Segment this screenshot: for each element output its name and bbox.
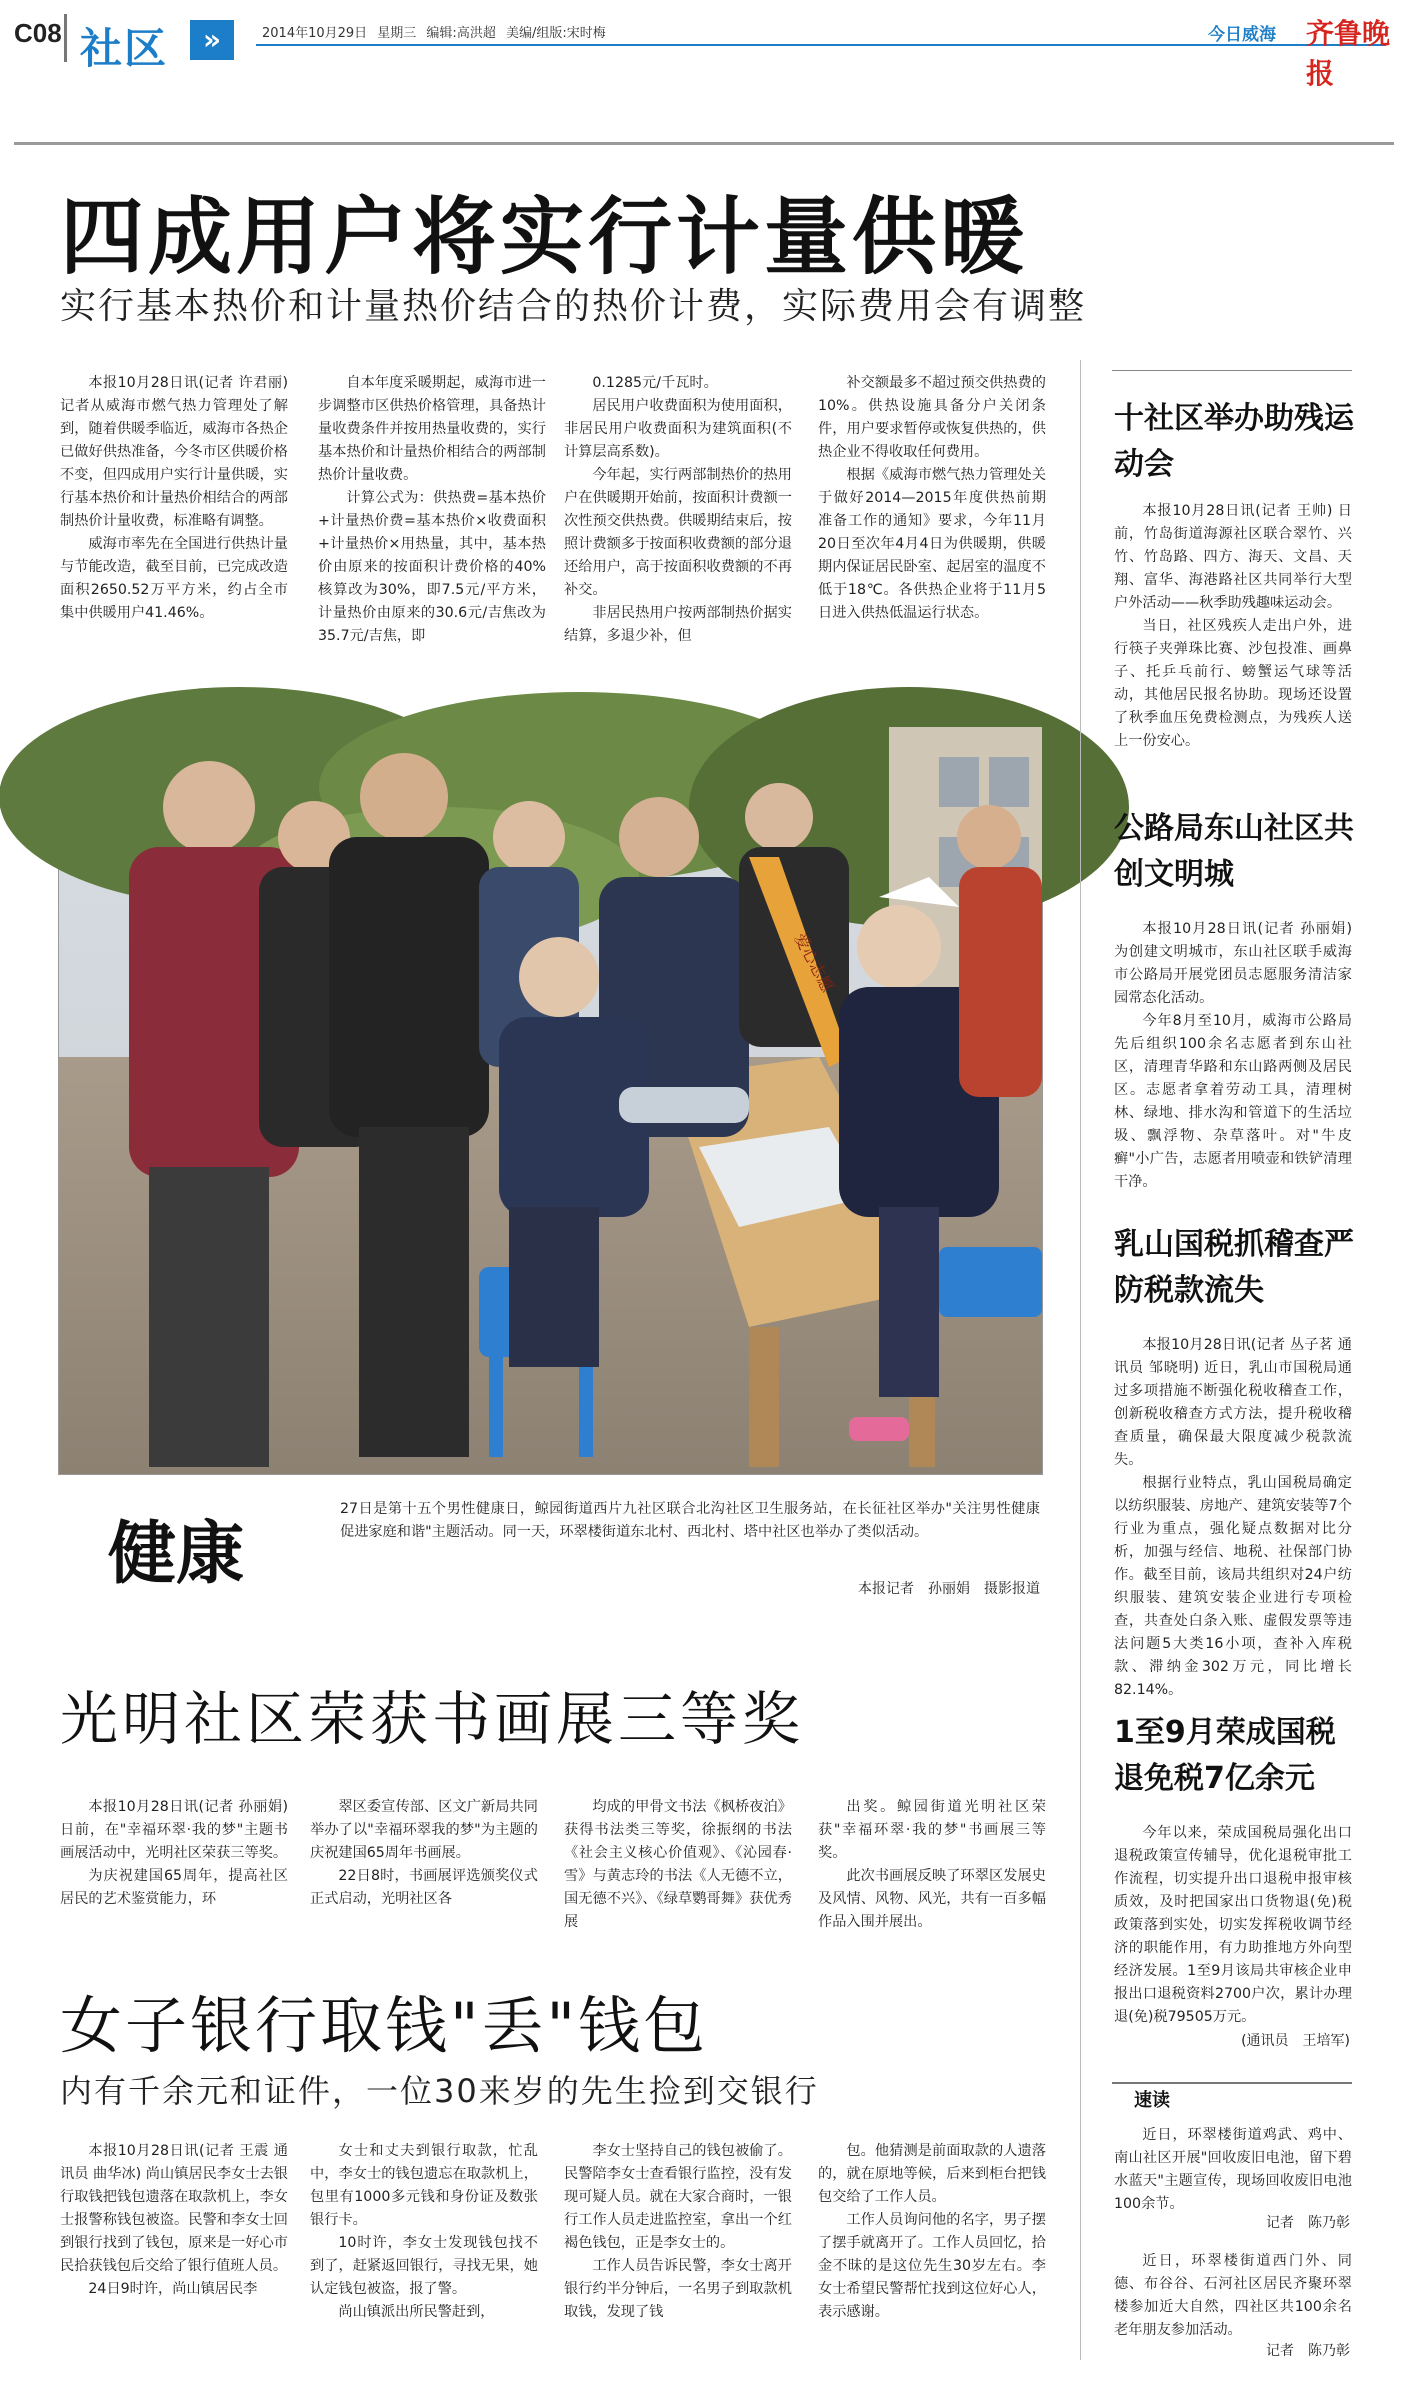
paragraph: 计算公式为：供热费=基本热价+计量热价费=基本热价×收费面积+计量热价×用热量，其中，基本热价由原来的按面积计费价格的40%核算改为30%，即7.5元/平方米，计量热价由原来的30.6元/吉焦改为35.7元/吉焦，即 (318, 490, 546, 644)
paragraph: 补交额最多不超过预交供热费的10%。供热设施具备分户关闭条件，用户要求暂停或恢复供热的，供热企业不得收取任何费用。 (818, 375, 1046, 460)
paragraph: 本报10月28日讯(记者 丛子茗 通讯员 邹晓明) 近日，乳山市国税局通过多项措施不断强化税收稽查工作，创新税收稽查方式方法，提升税收稽查质量，确保最大限度减少税款流失。 (1114, 1337, 1352, 1468)
paragraph: 威海市率先在全国进行供热计量与节能改造，截至目前，已完成改造面积2650.52万平方米，约占全市集中供暖用户41.46%。 (60, 536, 288, 621)
health-section-label: 健康 (108, 1515, 245, 1594)
article2-column-1 (60, 1796, 288, 1946)
paragraph: 本报10月28日讯(记者 王帅) 日前，竹岛街道海源社区联合翠竹、兴竹、竹岛路、四方、海天、文昌、天翔、富华、海港路社区共同举行大型户外活动——秋季助残趣味运动会。 (1114, 503, 1352, 611)
brief-rule (1112, 2082, 1352, 2084)
article1-column-2 (318, 372, 546, 692)
paragraph: 均成的甲骨文书法《枫桥夜泊》获得书法类三等奖，徐振纲的书法《社会主义核心价值观》、《沁园春·雪》与黄志玲的书法《人无德不立，国无德不兴》、《绿草鹦哥舞》获优秀展 (564, 1799, 792, 1930)
paragraph: 近日，环翠楼街道鸡武、鸡中、南山社区开展"回收废旧电池，留下碧水蓝天"主题宣传，现场回收废旧电池100余节。 (1114, 2127, 1352, 2212)
sidebar-top-rule (1112, 370, 1352, 371)
paragraph: 22日8时，书画展评选颁奖仪式正式启动，光明社区各 (310, 1868, 538, 1907)
sidebar-story1-title: 十社区举办助残运动会 (1114, 401, 1354, 482)
paragraph: 非居民热用户按两部制热价据实结算，多退少补，但 (564, 605, 792, 644)
brand-today-weihai: 今日威海 (1208, 25, 1276, 45)
paragraph: 为庆祝建国65周年，提高社区居民的艺术鉴赏能力，环 (60, 1868, 288, 1907)
article2-column-3 (564, 1796, 792, 1946)
issue-meta: 2014年10月29日 星期三 编辑:高洪超 美编/组版:宋时梅 (262, 26, 606, 41)
brief-item-1-signature: 记者 陈乃彰 (1266, 2215, 1350, 2231)
paragraph: 居民用户收费面积为使用面积，非居民用户收费面积为建筑面积(不计算层高系数)。 (564, 398, 792, 460)
section-name: 社区 (80, 24, 169, 73)
paragraph: 翠区委宣传部、区文广新局共同举办了以"幸福环翠我的梦"为主题的庆祝建国65周年书画展。 (310, 1799, 538, 1861)
paragraph: 此次书画展反映了环翠区发展史及风情、风物、风光，共有一百多幅作品入围并展出。 (818, 1868, 1046, 1930)
article3-headline: 女子银行取钱"丢"钱包 (60, 1989, 709, 2062)
article1-column-1 (60, 372, 288, 692)
brief-label: 速读 (1134, 2090, 1170, 2111)
paragraph: 尚山镇派出所民警赶到， (338, 2304, 495, 2320)
paragraph: 今年以来，荣成国税局强化出口退税政策宣传辅导，优化退税审批工作流程，切实提升出口退税申报审核质效，及时把国家出口货物退(免)税政策落到实处，切实发挥税收调节经济的职能作用，有力助推地方外向型经济发展。1至9月该局共审核企业申报出口退税资料2700户次，累计办理退(免)税79505万元。 (1114, 1825, 1352, 2025)
paragraph: 出奖。鲸园街道光明社区荣获"幸福环翠·我的梦"书画展三等奖。 (818, 1799, 1046, 1861)
paragraph: 自本年度采暖期起，威海市进一步调整市区供热价格管理，具备热计量收费条件并按用热量收费的，实行基本热价和计量热价相结合的两部制热价计量收费。 (318, 375, 546, 483)
article1-column-4 (818, 372, 1046, 692)
paragraph: 本报10月28日讯(记者 孙丽娟) 为创建文明城市，东山社区联手威海市公路局开展党团员志愿服务清洁家园常态化活动。 (1114, 921, 1352, 1006)
sidebar-story1-body (1114, 500, 1352, 770)
section-arrow-icon: » (190, 20, 234, 60)
article3-column-4 (818, 2140, 1046, 2370)
sidebar-story3-title: 乳山国税抓稽查严防税款流失 (1114, 1227, 1354, 1308)
article2-column-4 (818, 1796, 1046, 1946)
article3-subheadline: 内有千余元和证件，一位30来岁的先生捡到交银行 (60, 2072, 819, 2110)
paragraph: 工作人员询问他的名字，男子摆了摆手就离开了。工作人员回忆，拾金不昧的是这位先生30岁左右。李女士希望民警帮忙找到这位好心人，表示感谢。 (818, 2212, 1046, 2320)
paragraph: 根据行业特点，乳山国税局确定以纺织服装、房地产、建筑安装等7个行业为重点，强化疑点数据对比分析，加强与经信、地税、社保部门协作。截至目前，该局共组织对24户纺织服装、建筑安装企业进行专项检查，共查处白条入账、虚假发票等违法问题5大类16小项，查补入库税款、滞纳金302万元，同比增长82.14%。 (1114, 1475, 1352, 1698)
article1-subheadline: 实行基本热价和计量热价结合的热价计费，实际费用会有调整 (60, 286, 1087, 327)
article2-headline: 光明社区荣获书画展三等奖 (60, 1685, 805, 1753)
sidebar-story2-body (1114, 918, 1352, 1218)
header-divider (64, 14, 67, 62)
paragraph: 包。他猜测是前面取款的人遗落的，就在原地等候，后来到柜台把钱包交给了工作人员。 (818, 2143, 1046, 2205)
paragraph: 当日，社区残疾人走出户外，进行筷子夹弹珠比赛、沙包投准、画鼻子、托乒乓前行、螃蟹运气球等活动，其他居民报名协助。现场还设置了秋季血压免费检测点，为残疾人送上一份安心。 (1114, 618, 1352, 749)
paragraph: 今年8月至10月，威海市公路局先后组织100余名志愿者到东山社区，清理青华路和东山路两侧及居民区。志愿者拿着劳动工具，清理树林、绿地、排水沟和管道下的生活垃圾、飘浮物、杂草落叶。对"牛皮癣"小广告，志愿者用喷壶和铁铲清理干净。 (1114, 1013, 1352, 1190)
sidebar-story4-title: 1至9月荣成国税退免税7亿余元 (1114, 1715, 1336, 1796)
sidebar-story4-signature: (通讯员 王培军) (1241, 2033, 1350, 2049)
paragraph: 本报10月28日讯(记者 孙丽娟) 日前，在"幸福环翠·我的梦"主题书画展活动中，光明社区荣获三等奖。 (60, 1799, 288, 1861)
paragraph: 24日9时许，尚山镇居民李 (88, 2281, 258, 2297)
sidebar-story4-body (1114, 1822, 1352, 2025)
brief-item-1 (1114, 2124, 1352, 2216)
article2-column-2 (310, 1796, 538, 1946)
article3-column-3 (564, 2140, 792, 2370)
paragraph: 本报10月28日讯(记者 许君丽) 记者从威海市燃气热力管理处了解到，随着供暖季临近，威海市各热企已做好供热准备，今冬市区供暖价格不变，但四成用户实行计量供暖，实行基本热价和计量热价相结合的两部制热价计量收费，标准略有调整。 (60, 375, 288, 529)
header-gray-rule (14, 142, 1394, 145)
paragraph: 今年起，实行两部制热价的热用户在供暖期开始前，按面积计费额一次性预交供热费。供暖期结束后，按照计费额多于按面积收费额的部分退还给用户，高于按面积收费额的不再补交。 (564, 467, 792, 598)
sidebar-divider (1080, 360, 1081, 2360)
news-photo-health-event (58, 726, 1043, 1475)
brief-item-2 (1114, 2250, 1352, 2342)
article1-headline: 四成用户将实行计量供暖 (60, 188, 1029, 286)
paragraph: 李女士坚持自己的钱包被偷了。民警陪李女士查看银行监控，没有发现可疑人员。就在大家合商时，一银行工作人员走进监控室，拿出一个红褐色钱包，正是李女士的。 (564, 2143, 792, 2251)
paragraph: 10时许，李女士发现钱包找不到了，赶紧返回银行，寻找无果，她认定钱包被盗，报了警。 (310, 2235, 538, 2297)
sidebar-story2-title: 公路局东山社区共创文明城 (1114, 811, 1354, 892)
photo-credit: 本报记者 孙丽娟 摄影报道 (858, 1581, 1040, 1597)
paragraph: 女士和丈夫到银行取款，忙乱中，李女士的钱包遗忘在取款机上，包里有1000多元钱和身份证及数张银行卡。 (310, 2143, 538, 2228)
brief-item-2-signature: 记者 陈乃彰 (1266, 2343, 1350, 2359)
paragraph: 近日，环翠楼街道西门外、同德、布谷谷、石河社区居民齐聚环翠楼参加近大自然，四社区共100余名老年朋友参加活动。 (1114, 2253, 1352, 2338)
article1-column-3 (564, 372, 792, 692)
paragraph: 0.1285元/千瓦时。 (592, 375, 718, 391)
paragraph: 根据《威海市燃气热力管理处关于做好2014—2015年度供热前期准备工作的通知》要求，今年11月20日至次年4月4日为供暖期，供暖期内保证居民卧室、起居室的温度不低于18℃。各供热企业将于11月5日进入供热低温运行状态。 (818, 467, 1046, 621)
brand-qilu-evening-news: 齐鲁晚报 (1306, 17, 1391, 90)
photo-caption: 27日是第十五个男性健康日，鲸园街道西片九社区联合北沟社区卫生服务站，在长征社区举办"关注男性健康 促进家庭和谐"主题活动。同一天，环翠楼街道东北村、西北村、塔中社区也举办了类似活动。 (340, 1501, 1055, 1540)
paragraph: 工作人员告诉民警，李女士离开银行约半分钟后，一名男子到取款机取钱，发现了钱 (564, 2258, 792, 2320)
paragraph: 本报10月28日讯(记者 王震 通讯员 曲华冰) 尚山镇居民李女士去银行取钱把钱包遗落在取款机上，李女士报警称钱包被盗。民警和李女士回到银行找到了钱包，原来是一好心市民拾获钱包后交给了银行值班人员。 (60, 2143, 288, 2274)
sidebar-story3-body (1114, 1334, 1352, 1698)
article3-column-1 (60, 2140, 288, 2370)
volunteer-sash-text: 爱心志愿 (790, 929, 838, 996)
page-number: C08 (14, 18, 62, 48)
article3-column-2 (310, 2140, 538, 2370)
